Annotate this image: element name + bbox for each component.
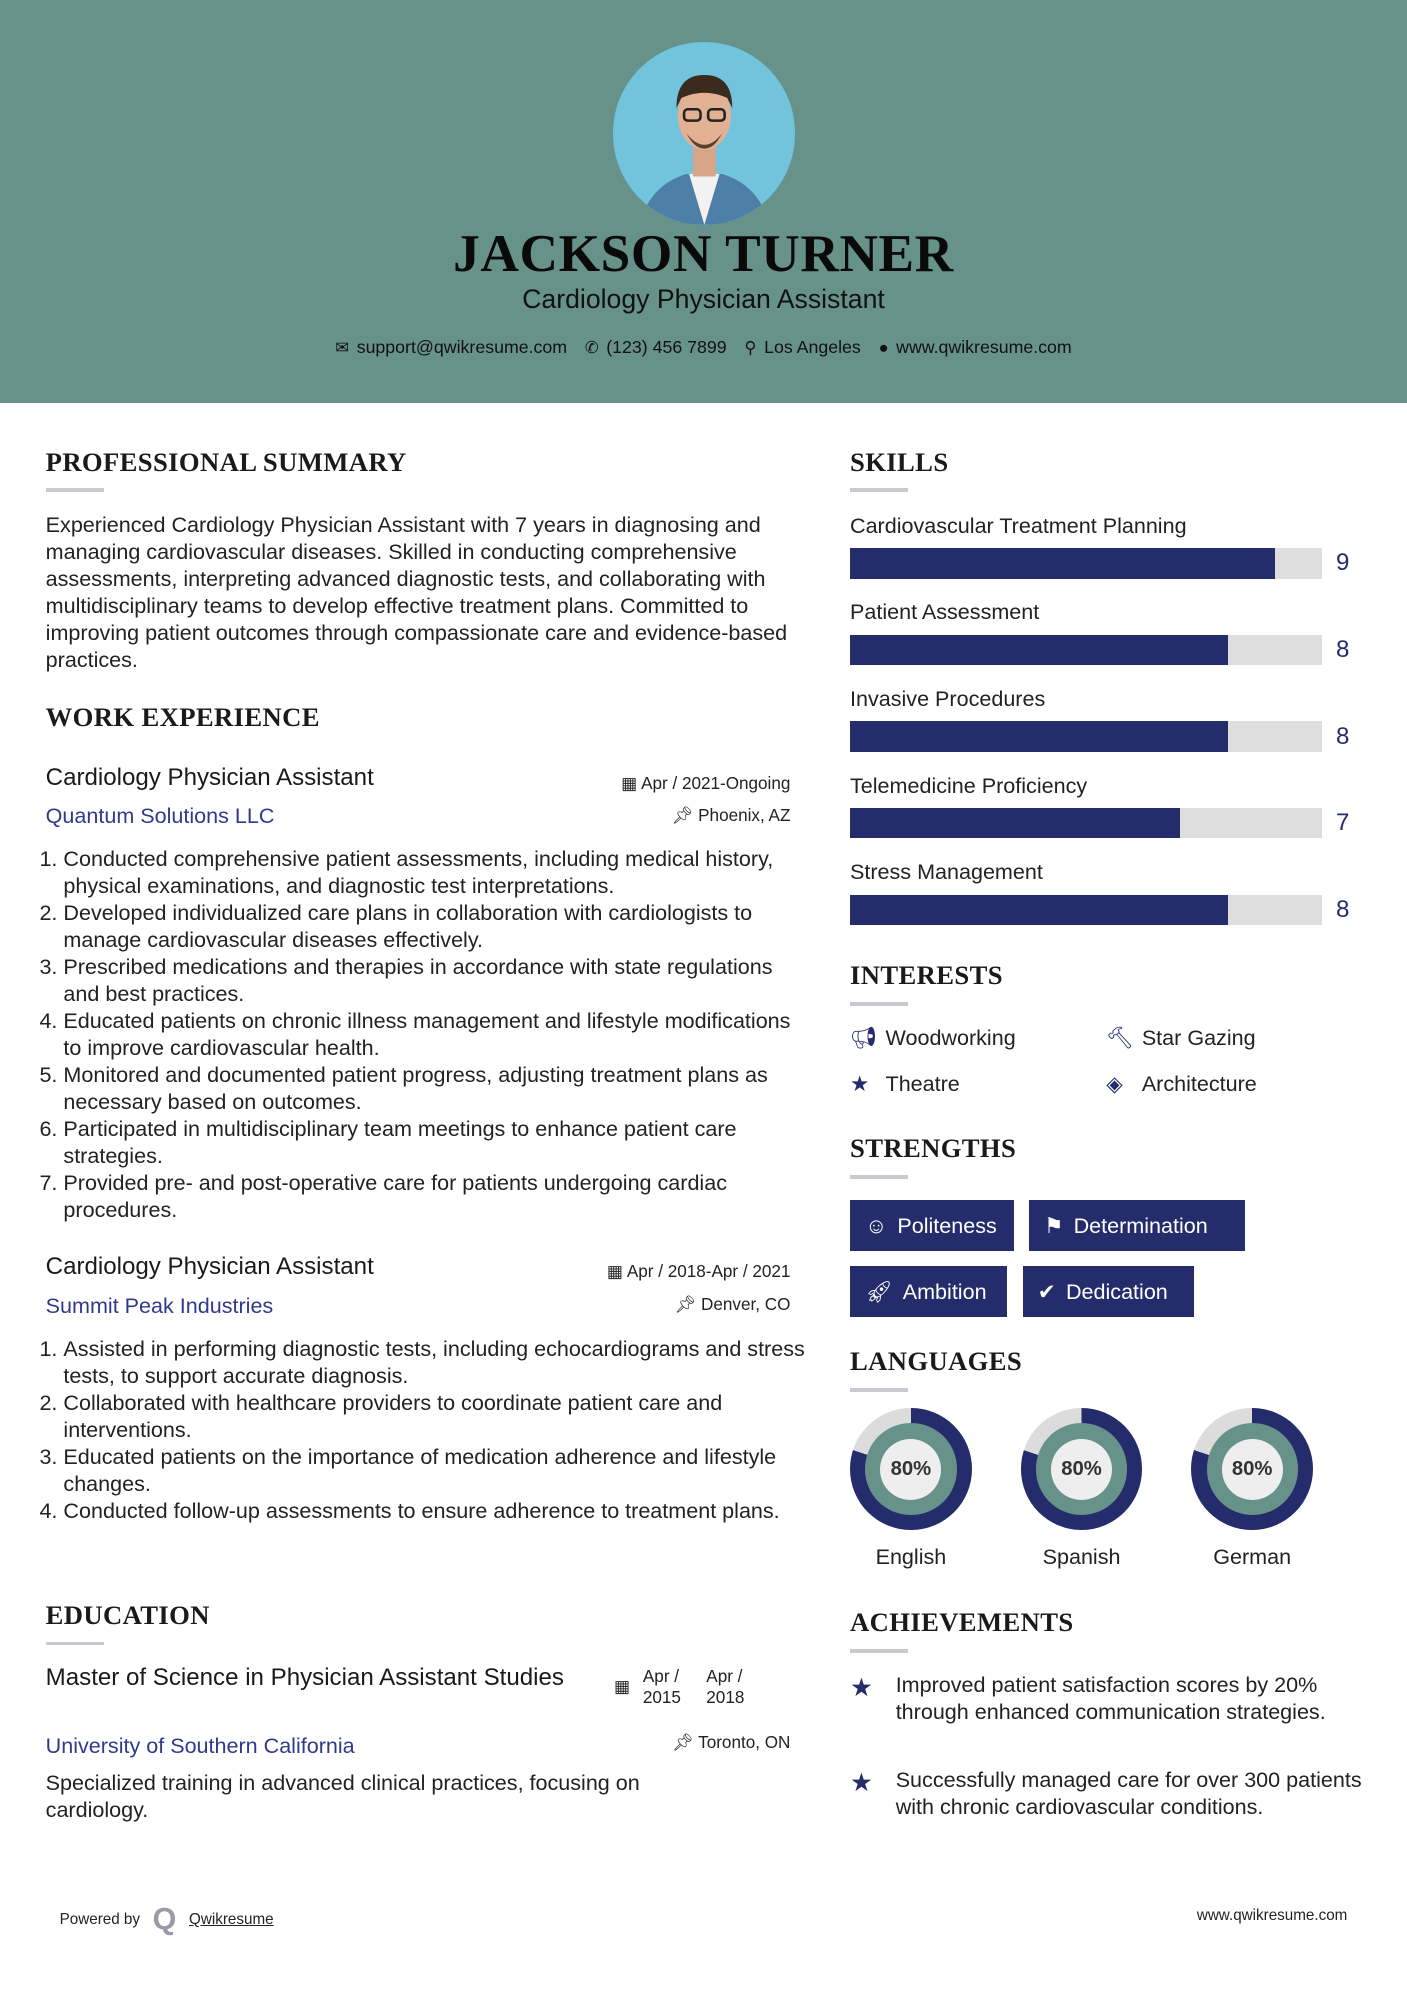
school-name: University of Southern California [45, 1733, 355, 1759]
divider [850, 1002, 908, 1006]
job-title: Cardiology Physician Assistant [45, 1253, 374, 1281]
pin-icon: 📌︎ [671, 1733, 699, 1753]
languages-heading: LANGUAGES [850, 1346, 1023, 1377]
calendar-icon: ▦ [614, 1676, 631, 1696]
strength-dedication: ✔ Dedication [1023, 1266, 1194, 1317]
skill-label: Invasive Procedures [850, 685, 1046, 711]
job-location: 📌︎ Phoenix, AZ [671, 805, 791, 825]
divider [850, 488, 908, 492]
language-percent: 80% [1051, 1439, 1112, 1500]
language-percent: 80% [1222, 1439, 1283, 1500]
job-title: Cardiology Physician Assistant [45, 763, 374, 791]
language-percent: 80% [880, 1439, 941, 1500]
skill-label: Stress Management [850, 859, 1043, 885]
award-star-icon: ★ [850, 1674, 873, 1703]
skill-bar-fill [850, 721, 1228, 751]
skill-score: 8 [1335, 895, 1350, 923]
footer-website[interactable]: www.qwikresume.com [1196, 1906, 1348, 1924]
list-item: 3. Prescribed medications and therapies in accordance with state regulations and best practices. [63, 953, 799, 1007]
interest-star-gazing: 🔨︎ Star Gazing [1106, 1025, 1256, 1051]
list-item: 4. Conducted follow-up assessments to ensure adherence to treatment plans. [63, 1497, 812, 1524]
summary-heading: PROFESSIONAL SUMMARY [45, 446, 407, 477]
language-donut [1191, 1408, 1313, 1530]
interest-woodworking: 📢︎ Woodworking [850, 1025, 1016, 1051]
education-location: 📌︎ Toronto, ON [671, 1733, 791, 1753]
skills-heading: SKILLS [850, 446, 949, 477]
summary-text: Experienced Cardiology Physician Assistant with 7 years in diagnosing and managing cardiovascular diseases. Skilled in conducting comprehensive assessments, interpreting advanced diagnostic tests, and collaborating with multidisciplinary teams to develop effective treatment plans. Committed to improving patient outcomes through compassionate care and evidence-based practices. [45, 512, 788, 673]
list-item: 2. Collaborated with healthcare providers to coordinate patient care and interventions. [63, 1389, 812, 1443]
star-icon: ★ [850, 1070, 870, 1096]
contact-website[interactable]: ● www.qwikresume.com [878, 337, 1072, 358]
envelope-icon: ✉ [335, 339, 350, 358]
skill-bar [850, 808, 1322, 838]
interest-architecture: ◈ Architecture [1106, 1070, 1257, 1096]
skill-label: Patient Assessment [850, 599, 1040, 625]
calendar-icon: ▦ [621, 773, 642, 793]
interests-heading: INTERESTS [850, 960, 1003, 991]
achievement-item: Successfully managed care for over 300 patients with chronic cardiovascular conditions. [895, 1767, 1362, 1820]
skill-bar-fill [850, 548, 1275, 578]
contact-phone[interactable]: ✆ (123) 456 7899 [584, 337, 727, 358]
list-item: 1. Conducted comprehensive patient assessments, including medical history, physical examinations, and diagnostic test interpretations. [63, 845, 799, 899]
list-item: 6. Participated in multidisciplinary team meetings to enhance patient care strategies. [63, 1115, 799, 1169]
job-bullets [46, 1335, 812, 1524]
skill-score: 8 [1335, 722, 1350, 750]
skill-label: Telemedicine Proficiency [850, 772, 1088, 798]
qwikresume-link[interactable]: Qwikresume [189, 1910, 274, 1928]
header [0, 0, 1407, 403]
achievement-item: Improved patient satisfaction scores by 20% through enhanced communication strategies. [895, 1671, 1326, 1724]
contact-email[interactable]: ✉ support@qwikresume.com [335, 337, 568, 358]
experience-heading: WORK EXPERIENCE [45, 701, 320, 732]
skill-score: 9 [1335, 549, 1350, 577]
megaphone-icon: 📢︎ [850, 1025, 878, 1051]
pin-icon: 📌︎ [671, 805, 699, 825]
skill-bar-fill [850, 895, 1228, 925]
skill-label: Cardiovascular Treatment Planning [850, 512, 1187, 538]
footer-powered-by: Powered by Q Qwikresume [59, 1901, 274, 1936]
strengths-heading: STRENGTHS [850, 1132, 1017, 1163]
gavel-icon: 🔨︎ [1106, 1025, 1134, 1051]
candidate-name: JACKSON TURNER [453, 224, 954, 284]
list-item: 2. Developed individualized care plans in collaboration with cardiologists to manage cardiovascular diseases effectively. [63, 899, 799, 953]
list-item: 7. Provided pre- and post-operative care for patients undergoing cardiac procedures. [63, 1169, 799, 1223]
divider [850, 1175, 908, 1179]
flag-icon: ⚑ [1044, 1212, 1064, 1238]
strength-determination: ⚑ Determination [1029, 1200, 1245, 1251]
ruler-icon: ◈ [1106, 1070, 1123, 1096]
list-item: 3. Educated patients on the importance of medication adherence and lifestyle changes. [63, 1443, 812, 1497]
skill-bar [850, 895, 1322, 925]
degree-title: Master of Science in Physician Assistant Studies [45, 1664, 564, 1692]
company-name: Quantum Solutions LLC [45, 803, 275, 829]
profile-photo [613, 42, 796, 225]
achievements-heading: ACHIEVEMENTS [850, 1607, 1074, 1638]
candidate-title: Cardiology Physician Assistant [522, 284, 885, 315]
job-location: 📌︎ Denver, CO [674, 1295, 791, 1315]
job-bullets [46, 845, 800, 1223]
job-dates: ▦ Apr / 2021-Ongoing [621, 773, 791, 793]
award-star-icon: ★ [850, 1769, 873, 1798]
skill-bar [850, 548, 1322, 578]
skill-bar-fill [850, 808, 1180, 838]
language-name: English [875, 1544, 947, 1569]
list-item: 5. Monitored and documented patient progress, adjusting treatment plans as necessary based on outcomes. [63, 1061, 799, 1115]
language-donut [850, 1408, 972, 1530]
language-donut [1021, 1408, 1143, 1530]
smile-icon: ☺ [865, 1212, 888, 1238]
language-name: Spanish [1042, 1544, 1121, 1569]
qwikresume-logo-icon: Q [152, 1901, 177, 1936]
strength-politeness: ☺ Politeness [850, 1200, 1014, 1251]
divider [850, 1388, 908, 1392]
rocket-icon: 🚀︎ [865, 1278, 893, 1304]
education-description: Specialized training in advanced clinical practices, focusing on cardiology. [45, 1769, 640, 1822]
skill-bar-fill [850, 635, 1228, 665]
contact-location: ⚲ Los Angeles [744, 337, 861, 358]
strength-ambition: 🚀︎ Ambition [850, 1266, 1007, 1317]
list-item: 4. Educated patients on chronic illness management and lifestyle modifications to improve cardiovascular health. [63, 1007, 799, 1061]
map-pin-icon: ⚲ [744, 339, 757, 358]
skill-bar [850, 635, 1322, 665]
language-name: German [1213, 1544, 1292, 1569]
divider [46, 488, 104, 492]
globe-icon: ● [878, 339, 889, 358]
calendar-icon: ▦ [606, 1262, 627, 1282]
contact-info [0, 337, 1407, 358]
education-heading: EDUCATION [45, 1599, 210, 1630]
divider [850, 1649, 908, 1653]
pin-icon: 📌︎ [674, 1295, 702, 1315]
company-name: Summit Peak Industries [45, 1292, 274, 1318]
skill-score: 7 [1335, 809, 1350, 837]
interest-theatre: ★ Theatre [850, 1070, 960, 1096]
job-dates: ▦ Apr / 2018-Apr / 2021 [606, 1262, 791, 1282]
skill-score: 8 [1335, 635, 1350, 663]
phone-icon: ✆ [584, 339, 599, 358]
skill-bar [850, 721, 1322, 751]
check-circle-icon: ✔ [1037, 1278, 1056, 1304]
divider [46, 1642, 104, 1646]
education-dates: ▦ Apr / 2015 Apr / 2018 [614, 1666, 745, 1708]
list-item: 1. Assisted in performing diagnostic tests, including echocardiograms and stress tests, to support accurate diagnosis. [63, 1335, 812, 1389]
